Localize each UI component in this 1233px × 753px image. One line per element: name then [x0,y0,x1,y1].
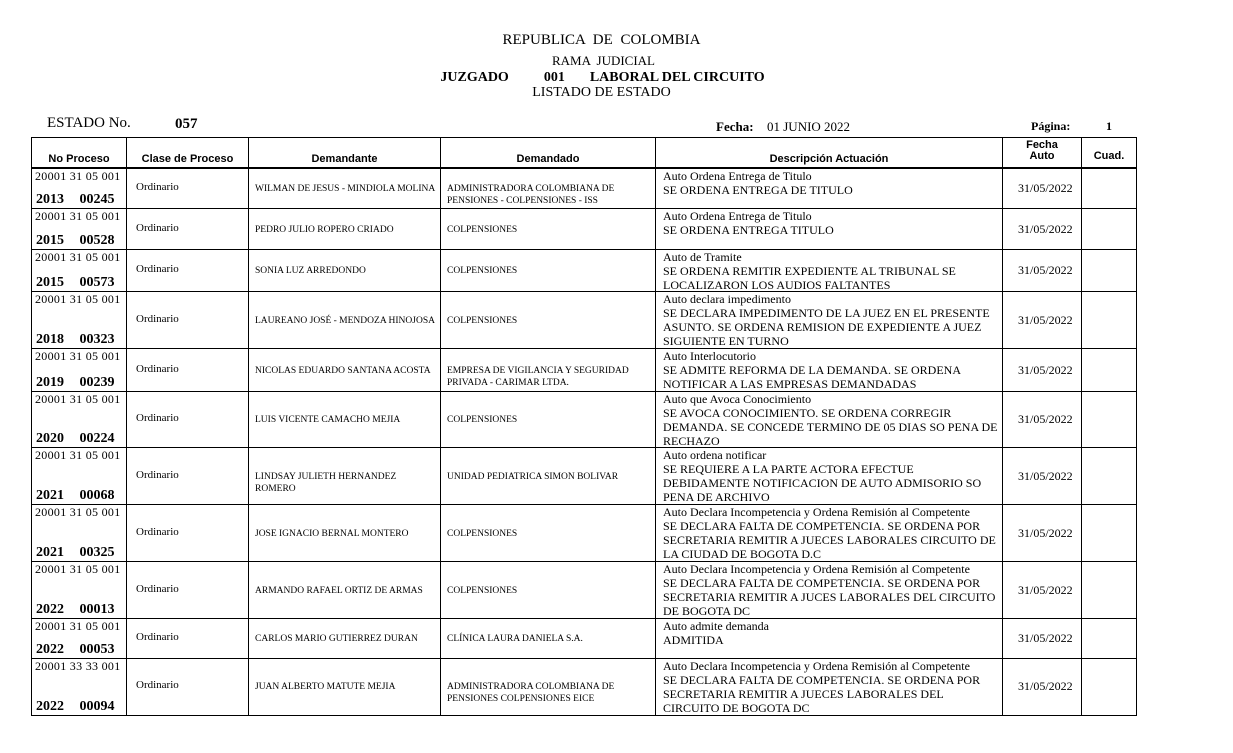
demandante-name: LINDSAY JULIETH HERNANDEZ ROMERO [255,472,397,494]
cell-cuad [1082,292,1136,348]
descripcion-actuacion: Auto ordena notificar SE REQUIERE A LA PARTE ACTORA EFECTUE DEBIDAMENTE NOTIFICACION DE AUTO ADMISORIO SO PENA DE ARCHIVO [663,448,982,504]
cell-descripcion [656,619,1003,658]
col-fecha-auto: Fecha Auto [1003,138,1082,167]
radicado-codigo: 20001 31 05 001 [35,169,121,183]
cell-clase [127,659,249,715]
radicado-codigo: 20001 31 05 001 [35,392,121,406]
cell-demandante [249,349,441,391]
clase-proceso: Ordinario [136,222,179,234]
header-listado: LISTADO DE ESTADO [532,85,671,100]
fecha-auto: 31/05/2022 [1018,412,1073,426]
cell-proceso [32,169,127,208]
demandante-name: PEDRO JULIO ROPERO CRIADO [255,225,394,235]
fecha-auto: 31/05/2022 [1018,263,1073,277]
cell-proceso [32,209,127,249]
cell-clase [127,349,249,391]
juzgado-label: JUZGADO [440,70,509,85]
table-row [32,619,1136,659]
cell-clase [127,448,249,504]
demandante-name: CARLOS MARIO GUTIERREZ DURAN [255,634,418,644]
radicado-numero: 2020 00224 [36,431,115,446]
radicado-numero: 2022 00053 [36,642,115,657]
table-row [32,659,1136,715]
radicado-numero: 2019 00239 [36,375,115,390]
clase-proceso: Ordinario [136,263,179,275]
cell-descripcion [656,392,1003,447]
cell-cuad [1082,392,1136,447]
table-row [32,562,1136,619]
col-descripcion: Descripción Actuación [656,138,1003,167]
pagina-value: 1 [1106,119,1112,133]
demandado-name: COLPENSIONES [447,529,518,539]
radicado-codigo: 20001 33 33 001 [35,659,121,673]
cell-demandado [441,659,656,715]
demandante-name: WILMAN DE JESUS - MINDIOLA MOLINA [255,184,436,194]
cell-clase [127,209,249,249]
estado-number: 057 [175,116,198,132]
cell-descripcion [656,349,1003,391]
cell-fecha-auto [1003,659,1082,715]
cell-clase [127,292,249,348]
table-row [32,349,1136,392]
demandado-name: COLPENSIONES [447,225,518,235]
fecha-auto: 31/05/2022 [1018,583,1073,597]
radicado-numero: 2015 00573 [36,275,115,290]
radicado-numero: 2015 00528 [36,233,115,248]
descripcion-actuacion: Auto de Tramite SE ORDENA REMITIR EXPEDIENTE AL TRIBUNAL SE LOCALIZARON LOS AUDIOS FALTANTES [663,250,956,292]
cell-demandado [441,209,656,249]
table-row [32,448,1136,505]
radicado-codigo: 20001 31 05 001 [35,209,121,223]
radicado-codigo: 20001 31 05 001 [35,250,121,264]
cell-descripcion [656,169,1003,208]
clase-proceso: Ordinario [136,181,179,193]
demandado-name: ADMINISTRADORA COLOMBIANA DE PENSIONES - COLPENSIONES - ISS [447,184,615,206]
cell-descripcion [656,505,1003,561]
cell-cuad [1082,250,1136,291]
cell-cuad [1082,505,1136,561]
radicado-numero: 2013 00245 [36,192,115,207]
cell-demandado [441,619,656,658]
cell-fecha-auto [1003,349,1082,391]
fecha-auto: 31/05/2022 [1018,181,1073,195]
cell-descripcion [656,659,1003,715]
cell-fecha-auto [1003,448,1082,504]
estado-label: ESTADO No. [47,115,131,131]
cell-descripcion [656,209,1003,249]
cell-fecha-auto [1003,250,1082,291]
cell-cuad [1082,619,1136,658]
radicado-codigo: 20001 31 05 001 [35,505,121,519]
demandado-name: COLPENSIONES [447,586,518,596]
col-demandado: Demandado [441,138,656,167]
demandado-name: COLPENSIONES [447,415,518,425]
clase-proceso: Ordinario [136,583,179,595]
cell-fecha-auto [1003,169,1082,208]
clase-proceso: Ordinario [136,313,179,325]
cell-proceso [32,392,127,447]
header-republica: REPUBLICA DE COLOMBIA [502,32,701,48]
radicado-codigo: 20001 31 05 001 [35,349,121,363]
cell-descripcion [656,562,1003,618]
cell-fecha-auto [1003,292,1082,348]
fecha-auto: 31/05/2022 [1018,469,1073,483]
table-row [32,505,1136,562]
cell-descripcion [656,250,1003,291]
cell-cuad [1082,349,1136,391]
cell-demandado [441,292,656,348]
cell-demandado [441,392,656,447]
table-body [32,169,1136,715]
cell-descripcion [656,292,1003,348]
cell-cuad [1082,209,1136,249]
cell-fecha-auto [1003,392,1082,447]
fecha-auto: 31/05/2022 [1018,631,1073,645]
radicado-numero: 2022 00013 [36,602,115,617]
radicado-numero: 2021 00068 [36,488,115,503]
cell-demandado [441,169,656,208]
table-row [32,292,1136,349]
demandado-name: UNIDAD PEDIATRICA SIMON BOLIVAR [447,472,619,482]
descripcion-actuacion: Auto Interlocutorio SE ADMITE REFORMA DE LA DEMANDA. SE ORDENA NOTIFICAR A LAS EMPRESAS DEMANDADAS [663,349,961,391]
table-row [32,169,1136,209]
radicado-codigo: 20001 31 05 001 [35,562,121,576]
fecha-label: Fecha: [716,119,754,134]
cell-demandado [441,250,656,291]
cell-clase [127,250,249,291]
header-rama-judicial: RAMA JUDICIAL [551,53,656,68]
fecha-auto: 31/05/2022 [1018,313,1073,327]
cell-demandante [249,209,441,249]
demandado-name: EMPRESA DE VIGILANCIA Y SEGURIDAD PRIVADA - CARIMAR LTDA. [447,366,629,388]
demandado-name: COLPENSIONES [447,266,518,276]
cell-demandante [249,169,441,208]
cell-proceso [32,619,127,658]
descripcion-actuacion: Auto Declara Incompetencia y Ordena Remisión al Competente SE DECLARA FALTA DE COMPETENCIA. SE ORDENA POR SECRETARIA REMITIR A JUECES LABORALES DEL CIRCUITO DE BOGOTA DC [663,659,981,715]
descripcion-actuacion: Auto Ordena Entrega de Titulo SE ORDENA ENTREGA TITULO [663,209,834,237]
clase-proceso: Ordinario [136,526,179,538]
juzgado-number: 001 [543,70,565,85]
cell-clase [127,562,249,618]
fecha-auto: 31/05/2022 [1018,222,1073,236]
cell-proceso [32,250,127,291]
fecha-auto: 31/05/2022 [1018,363,1073,377]
demandado-name: COLPENSIONES [447,316,518,326]
cell-clase [127,619,249,658]
cell-proceso [32,505,127,561]
clase-proceso: Ordinario [136,679,179,691]
descripcion-actuacion: Auto Ordena Entrega de Titulo SE ORDENA ENTREGA DE TITULO [663,169,853,197]
cell-demandado [441,448,656,504]
descripcion-actuacion: Auto Declara Incompetencia y Ordena Remisión al Competente SE DECLARA FALTA DE COMPETENCIA. SE ORDENA POR SECRETARIA REMITIR A JUECES LABORALES CIRCUITO DE LA CIUDAD DE BOGOTA D.C [663,505,996,561]
clase-proceso: Ordinario [136,412,179,424]
radicado-codigo: 20001 31 05 001 [35,292,121,306]
cell-demandante [249,392,441,447]
demandante-name: JOSE IGNACIO BERNAL MONTERO [255,529,409,539]
cell-cuad [1082,562,1136,618]
cell-demandante [249,505,441,561]
cell-fecha-auto [1003,505,1082,561]
cell-demandante [249,562,441,618]
header-juzgado [0,70,1219,86]
fecha-value: 01 JUNIO 2022 [767,119,851,134]
cell-proceso [32,659,127,715]
demandante-name: LUIS VICENTE CAMACHO MEJIA [255,415,401,425]
demandante-name: ARMANDO RAFAEL ORTIZ DE ARMAS [255,586,423,596]
cell-clase [127,392,249,447]
cell-proceso [32,349,127,391]
descripcion-actuacion: Auto Declara Incompetencia y Ordena Remisión al Competente SE DECLARA FALTA DE COMPETENCIA. SE ORDENA POR SECRETARIA REMITIR A JUCES LABORALES DEL CIRCUITO DE BOGOTA DC [663,562,996,618]
cell-demandado [441,562,656,618]
radicado-codigo: 20001 31 05 001 [35,448,121,462]
pagina-label: Página: [1031,119,1071,133]
col-proceso: No Proceso [32,138,127,167]
demandante-name: JUAN ALBERTO MATUTE MEJIA [255,682,396,692]
table-row [32,392,1136,448]
juzgado-tipo: LABORAL DEL CIRCUITO [589,70,765,85]
demandado-name: CLÍNICA LAURA DANIELA S.A. [447,634,583,644]
descripcion-actuacion: Auto que Avoca Conocimiento SE AVOCA CONOCIMIENTO. SE ORDENA CORREGIR DEMANDA. SE CONCEDE TERMINO DE 05 DIAS SO PENA DE RECHAZO [663,392,998,448]
cell-demandante [249,619,441,658]
table-header [32,138,1136,169]
cell-descripcion [656,448,1003,504]
clase-proceso: Ordinario [136,631,179,643]
col-demandante: Demandante [249,138,441,167]
demandante-name: SONIA LUZ ARREDONDO [255,266,366,276]
cell-cuad [1082,448,1136,504]
cell-cuad [1082,169,1136,208]
cell-fecha-auto [1003,619,1082,658]
cell-proceso [32,448,127,504]
cell-fecha-auto [1003,562,1082,618]
radicado-numero: 2018 00323 [36,332,115,347]
fecha-auto: 31/05/2022 [1018,526,1073,540]
clase-proceso: Ordinario [136,363,179,375]
cell-demandante [249,250,441,291]
demandante-name: NICOLAS EDUARDO SANTANA ACOSTA [255,366,431,376]
descripcion-actuacion: Auto declara impedimento SE DECLARA IMPEDIMENTO DE LA JUEZ EN EL PRESENTE ASUNTO. SE ORDENA REMISION DE EXPEDIENTE A JUEZ SIGUIENTE EN TURNO [663,292,990,348]
table-row [32,250,1136,292]
col-clase: Clase de Proceso [127,138,249,167]
descripcion-actuacion: Auto admite demanda ADMITIDA [663,619,769,647]
cell-cuad [1082,659,1136,715]
cell-demandante [249,659,441,715]
radicado-codigo: 20001 31 05 001 [35,619,121,633]
demandado-name: ADMINISTRADORA COLOMBIANA DE PENSIONES COLPENSIONES EICE [447,682,615,704]
cell-demandante [249,448,441,504]
cell-demandado [441,349,656,391]
cell-demandado [441,505,656,561]
radicado-numero: 2021 00325 [36,545,115,560]
cell-demandante [249,292,441,348]
demandante-name: LAUREANO JOSÉ - MENDOZA HINOJOSA [255,316,435,326]
cell-fecha-auto [1003,209,1082,249]
cell-clase [127,505,249,561]
col-cuad: Cuad. [1093,150,1125,162]
cell-proceso [32,292,127,348]
table-row [32,209,1136,250]
radicado-numero: 2022 00094 [36,699,115,714]
clase-proceso: Ordinario [136,469,179,481]
fecha-auto: 31/05/2022 [1018,679,1073,693]
estado-table [31,137,1137,716]
cell-clase [127,169,249,208]
cell-proceso [32,562,127,618]
